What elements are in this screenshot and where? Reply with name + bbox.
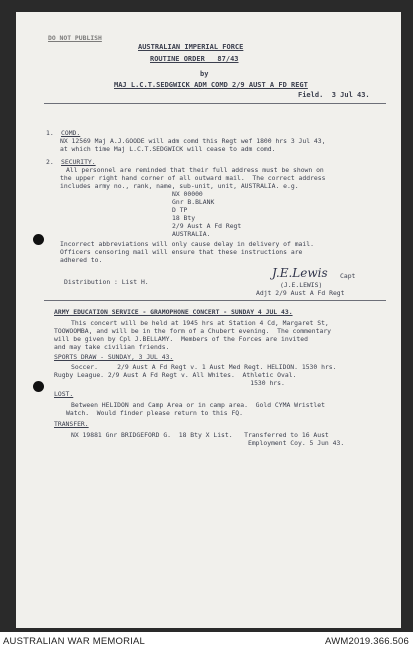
address-line-6: AUSTRALIA. [172, 230, 211, 238]
signature-title: Adjt 2/9 Aust A Fd Regt [256, 289, 345, 297]
item-1-heading: COMD. [61, 129, 81, 137]
header-rule [44, 103, 386, 104]
document-page [16, 12, 401, 628]
army-education-line-2: TOOWOOMBA, and will be in the form of a Chubert evening. The commentary [54, 327, 332, 335]
lost-heading: LOST. [54, 390, 74, 398]
army-education-line-1: This concert will be held at 1945 hrs at Station 4 Cd, Margaret St, [71, 319, 329, 327]
army-education-line-4: and may take civilian friends. [54, 343, 170, 351]
address-line-5: 2/9 Aust A Fd Regt [172, 222, 242, 230]
security-close-line-1: Incorrect abbreviations will only cause delay in delivery of mail. [60, 240, 314, 248]
lost-line-1: Between HELIDON and Camp Area or in camp area. Gold CYMA Wristlet [71, 401, 325, 409]
item-2-line-2: the upper right hand corner of all outward mail. The correct address [60, 174, 326, 182]
by-line: by [200, 70, 209, 78]
army-education-heading: ARMY EDUCATION SERVICE - GRAMOPHONE CONCERT - SUNDAY 4 JUL 43. [54, 308, 293, 316]
signature-name: (J.E.LEWIS) [280, 281, 323, 289]
address-line-2: Gnr B.BLANK [172, 198, 215, 206]
footer-accession-number: AWM2019.366.506 [325, 636, 409, 647]
address-line-4: 18 Bty [172, 214, 196, 222]
lost-line-2: Watch. Would finder please return to this FQ. [66, 409, 243, 417]
archive-footer [0, 632, 413, 653]
security-close-line-2: Officers censoring mail will ensure that these instructions are [60, 248, 303, 256]
stamp-text: DO NOT PUBLISH [48, 34, 102, 42]
transfer-line-1: NX 19881 Gnr BRIDGEFORD G. 18 Bty X List. Transferred to 16 Aust [71, 431, 329, 439]
item-2-heading: SECURITY. [61, 158, 96, 166]
item-1-line-1: NX 12569 Maj A.J.GOODE will adm comd this Regt wef 1800 hrs 3 Jul 43, [60, 137, 326, 145]
section-rule [44, 300, 386, 301]
address-line-1: NX 00000 [172, 190, 203, 198]
address-line-3: D TP [172, 206, 188, 214]
item-2-line-3: includes army no., rank, name, sub-unit, unit, AUSTRALIA. e.g. [60, 182, 299, 190]
place-date: Field. 3 Jul 43. [298, 91, 370, 99]
item-2-line-1: All personnel are reminded that their full address must be shown on [66, 166, 324, 174]
signature-rank: Capt [340, 272, 356, 280]
sports-line-2: Rugby League. 2/9 Aust A Fd Regt v. All Whites. Athletic Oval. [54, 371, 297, 379]
item-1-number: 1. [46, 129, 54, 137]
punch-hole-bottom [33, 381, 44, 392]
sports-line-1: Soccer. 2/9 Aust A Fd Regt v. 1 Aust Med Regt. HELIDON. 1530 hrs. [71, 363, 337, 371]
transfer-line-2: Employment Coy. 5 Jun 43. [71, 439, 345, 447]
document-title: AUSTRALIAN IMPERIAL FORCE [138, 43, 244, 51]
footer-institution: AUSTRALIAN WAR MEMORIAL [3, 636, 146, 647]
distribution-list: Distribution : List H. [64, 278, 149, 286]
punch-hole-top [33, 234, 44, 245]
sports-line-3: 1530 hrs. [54, 379, 285, 387]
sports-heading: SPORTS DRAW - SUNDAY, 3 JUL 43. [54, 353, 174, 361]
security-close-line-3: adhered to. [60, 256, 103, 264]
item-1-line-2: at which time Maj L.C.T.SEDGWICK will cease to adm comd. [60, 145, 276, 153]
transfer-heading: TRANSFER. [54, 420, 89, 428]
adjutant-signature: J.E.Lewis [272, 266, 328, 280]
issuing-officer: MAJ L.C.T.SEDGWICK ADM COMD 2/9 AUST A FD REGT [114, 81, 308, 89]
order-number: ROUTINE ORDER 87/43 [150, 55, 239, 63]
item-2-number: 2. [46, 158, 54, 166]
army-education-line-3: will be given by Cpl J.BELLAMY. Members of the Forces are invited [54, 335, 308, 343]
